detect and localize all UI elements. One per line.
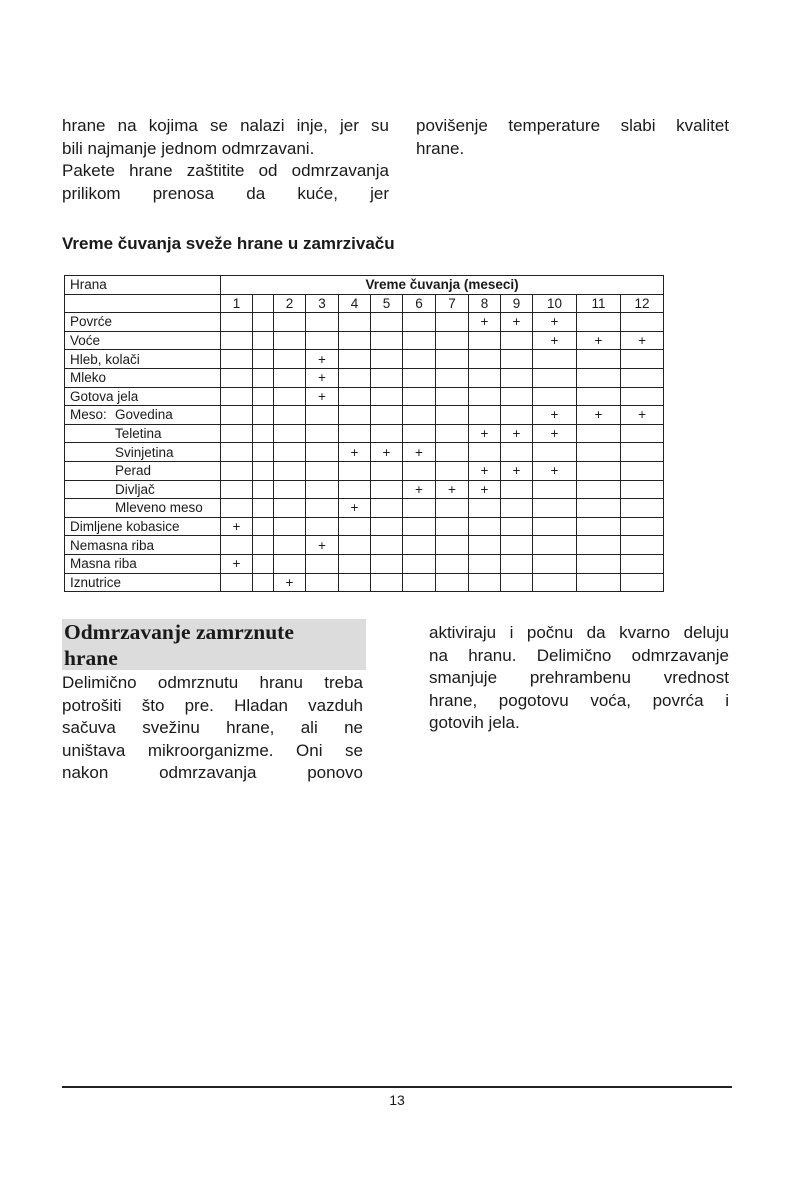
text-line: sačuva svežinu hrane, ali ne bbox=[62, 718, 363, 738]
month-cell bbox=[253, 368, 274, 387]
month-cell bbox=[306, 499, 339, 518]
month-cell bbox=[621, 554, 664, 573]
month-cell bbox=[577, 313, 621, 332]
month-cell bbox=[253, 573, 274, 592]
month-cell bbox=[436, 554, 469, 573]
month-cell bbox=[371, 350, 403, 369]
month-cell bbox=[221, 350, 253, 369]
food-name-cell bbox=[65, 461, 221, 480]
month-cell bbox=[339, 387, 371, 406]
month-cell bbox=[403, 517, 436, 536]
month-cell bbox=[403, 406, 436, 425]
month-cell bbox=[621, 424, 664, 443]
text-line: na hranu. Delimično odmrzavanje bbox=[429, 645, 729, 665]
month-cell bbox=[371, 387, 403, 406]
month-cell bbox=[403, 424, 436, 443]
month-cell bbox=[577, 554, 621, 573]
month-cell bbox=[621, 350, 664, 369]
food-name-cell bbox=[65, 517, 221, 536]
month-cell: + bbox=[403, 480, 436, 499]
month-header-cell: 8 bbox=[469, 294, 501, 313]
month-header-row bbox=[65, 294, 664, 313]
table-row bbox=[65, 499, 664, 518]
footer-divider bbox=[62, 1086, 732, 1088]
month-cell bbox=[501, 536, 533, 555]
month-cell bbox=[274, 350, 306, 369]
month-cell bbox=[577, 480, 621, 499]
month-cell: + bbox=[221, 517, 253, 536]
month-cell bbox=[403, 499, 436, 518]
month-cell: + bbox=[533, 424, 577, 443]
month-cell bbox=[339, 313, 371, 332]
month-cell bbox=[533, 499, 577, 518]
month-cell bbox=[253, 424, 274, 443]
food-category: Nemasna riba bbox=[70, 537, 155, 553]
month-cell bbox=[469, 443, 501, 462]
month-cell bbox=[577, 350, 621, 369]
food-category: Hleb, kolači bbox=[70, 351, 140, 367]
month-cell bbox=[221, 313, 253, 332]
month-cell: + bbox=[339, 443, 371, 462]
table-row bbox=[65, 443, 664, 462]
month-cell: + bbox=[533, 406, 577, 425]
month-cell bbox=[403, 536, 436, 555]
month-cell bbox=[621, 517, 664, 536]
food-name-cell bbox=[65, 406, 221, 425]
month-cell: + bbox=[533, 313, 577, 332]
month-cell bbox=[436, 443, 469, 462]
month-cell bbox=[621, 443, 664, 462]
month-cell bbox=[339, 331, 371, 350]
month-cell: + bbox=[339, 499, 371, 518]
month-cell: + bbox=[274, 573, 306, 592]
table-row bbox=[65, 350, 664, 369]
month-cell: + bbox=[469, 313, 501, 332]
month-cell bbox=[371, 368, 403, 387]
month-cell bbox=[253, 443, 274, 462]
month-cell: + bbox=[306, 368, 339, 387]
month-cell bbox=[501, 331, 533, 350]
thaw-paragraph-right bbox=[429, 622, 729, 735]
month-cell bbox=[253, 517, 274, 536]
text-line: povišenje temperature slabi kvalitet bbox=[416, 116, 729, 135]
month-cell bbox=[371, 424, 403, 443]
month-cell bbox=[306, 554, 339, 573]
month-cell bbox=[577, 424, 621, 443]
table-row bbox=[65, 517, 664, 536]
month-cell: + bbox=[469, 480, 501, 499]
food-name-cell bbox=[65, 368, 221, 387]
month-cell bbox=[253, 331, 274, 350]
table-row bbox=[65, 331, 664, 350]
month-cell: + bbox=[501, 461, 533, 480]
month-cell bbox=[306, 573, 339, 592]
month-cell bbox=[469, 368, 501, 387]
food-name-cell bbox=[65, 424, 221, 443]
food-category: Masna riba bbox=[70, 556, 137, 572]
food-category: Voće bbox=[70, 333, 101, 349]
month-cell bbox=[221, 443, 253, 462]
text-line: hrane, pogotovu voća, povrća i bbox=[429, 690, 729, 710]
food-name-cell bbox=[65, 387, 221, 406]
month-cell bbox=[274, 313, 306, 332]
month-cell bbox=[274, 461, 306, 480]
month-cell bbox=[274, 331, 306, 350]
month-cell bbox=[436, 313, 469, 332]
month-cell bbox=[501, 499, 533, 518]
month-cell: + bbox=[533, 461, 577, 480]
month-cell bbox=[533, 443, 577, 462]
month-cell bbox=[577, 573, 621, 592]
month-header-cell: 5 bbox=[371, 294, 403, 313]
month-cell bbox=[274, 424, 306, 443]
month-cell: + bbox=[371, 443, 403, 462]
section-heading-line: hrane bbox=[64, 645, 118, 670]
month-cell bbox=[339, 368, 371, 387]
month-cell bbox=[221, 480, 253, 499]
storage-time-table bbox=[64, 275, 664, 592]
month-cell bbox=[306, 406, 339, 425]
month-cell bbox=[306, 480, 339, 499]
table-row bbox=[65, 480, 664, 499]
month-cell bbox=[577, 499, 621, 518]
month-header-cell: 3 bbox=[306, 294, 339, 313]
food-name-cell bbox=[65, 499, 221, 518]
month-cell bbox=[339, 554, 371, 573]
food-category: Povrće bbox=[70, 314, 113, 330]
blank-cell bbox=[65, 294, 221, 313]
month-cell bbox=[533, 387, 577, 406]
month-cell bbox=[436, 331, 469, 350]
month-cell bbox=[577, 387, 621, 406]
month-cell bbox=[621, 573, 664, 592]
month-cell bbox=[253, 499, 274, 518]
month-cell: + bbox=[501, 313, 533, 332]
month-cell: + bbox=[306, 350, 339, 369]
month-cell bbox=[501, 368, 533, 387]
month-cell: + bbox=[533, 331, 577, 350]
month-cell bbox=[436, 387, 469, 406]
food-subtype: Govedina bbox=[115, 407, 173, 423]
text-line: aktiviraju i počnu da kvarno deluju bbox=[429, 623, 729, 642]
month-cell bbox=[577, 517, 621, 536]
table-row bbox=[65, 536, 664, 555]
month-cell bbox=[436, 350, 469, 369]
month-cell bbox=[274, 387, 306, 406]
month-header-cell: 9 bbox=[501, 294, 533, 313]
month-header-cell: 7 bbox=[436, 294, 469, 313]
month-cell bbox=[436, 461, 469, 480]
food-subtype: Divljač bbox=[115, 481, 155, 497]
month-cell bbox=[469, 554, 501, 573]
month-cell: + bbox=[469, 461, 501, 480]
month-cell: + bbox=[469, 424, 501, 443]
text-line: potrošiti što pre. Hladan vazduh bbox=[62, 695, 363, 715]
food-subtype: Svinjetina bbox=[115, 444, 174, 460]
month-cell bbox=[274, 554, 306, 573]
food-name-cell bbox=[65, 350, 221, 369]
table-row bbox=[65, 554, 664, 573]
month-cell bbox=[306, 331, 339, 350]
month-cell bbox=[577, 536, 621, 555]
text-line: hrane na kojima se nalazi inje, jer su bbox=[62, 116, 389, 135]
month-cell bbox=[253, 387, 274, 406]
month-cell bbox=[403, 387, 436, 406]
month-cell bbox=[371, 573, 403, 592]
month-cell bbox=[274, 499, 306, 518]
month-cell bbox=[436, 536, 469, 555]
table-row bbox=[65, 406, 664, 425]
food-subtype: Perad bbox=[115, 463, 152, 479]
month-cell: + bbox=[436, 480, 469, 499]
month-cell bbox=[339, 517, 371, 536]
month-cell bbox=[621, 313, 664, 332]
month-cell bbox=[501, 517, 533, 536]
month-cell bbox=[274, 517, 306, 536]
month-cell bbox=[403, 554, 436, 573]
month-header-cell: 4 bbox=[339, 294, 371, 313]
month-cell bbox=[274, 480, 306, 499]
month-cell bbox=[469, 331, 501, 350]
month-cell bbox=[221, 536, 253, 555]
month-cell bbox=[403, 331, 436, 350]
food-name-cell bbox=[65, 331, 221, 350]
food-category: Dimljene kobasice bbox=[70, 519, 180, 535]
month-cell bbox=[339, 406, 371, 425]
food-column-header: Hrana bbox=[65, 276, 221, 295]
month-cell bbox=[274, 406, 306, 425]
month-cell bbox=[274, 443, 306, 462]
month-cell bbox=[253, 406, 274, 425]
month-cell bbox=[221, 424, 253, 443]
month-cell bbox=[306, 461, 339, 480]
month-cell bbox=[533, 350, 577, 369]
table-row bbox=[65, 461, 664, 480]
month-cell bbox=[371, 461, 403, 480]
month-cell bbox=[436, 406, 469, 425]
month-cell bbox=[501, 443, 533, 462]
table-row bbox=[65, 368, 664, 387]
month-cell bbox=[469, 499, 501, 518]
month-cell bbox=[501, 406, 533, 425]
month-cell bbox=[621, 499, 664, 518]
month-cell bbox=[371, 331, 403, 350]
month-cell bbox=[469, 406, 501, 425]
month-cell bbox=[221, 461, 253, 480]
month-cell bbox=[339, 480, 371, 499]
month-cell bbox=[501, 387, 533, 406]
food-name-cell bbox=[65, 443, 221, 462]
month-header-cell: 10 bbox=[533, 294, 577, 313]
month-cell bbox=[533, 517, 577, 536]
month-cell bbox=[371, 406, 403, 425]
month-cell: + bbox=[306, 536, 339, 555]
month-cell bbox=[436, 517, 469, 536]
month-cell: + bbox=[577, 331, 621, 350]
month-cell bbox=[339, 424, 371, 443]
month-cell bbox=[371, 554, 403, 573]
month-cell bbox=[501, 480, 533, 499]
month-cell bbox=[533, 368, 577, 387]
month-cell bbox=[339, 573, 371, 592]
month-cell: + bbox=[621, 331, 664, 350]
food-name-cell bbox=[65, 313, 221, 332]
month-header-cell: 11 bbox=[577, 294, 621, 313]
month-cell bbox=[253, 554, 274, 573]
month-cell: + bbox=[403, 443, 436, 462]
month-cell bbox=[469, 350, 501, 369]
month-cell bbox=[371, 480, 403, 499]
month-cell bbox=[371, 313, 403, 332]
food-category: Meso: bbox=[70, 407, 107, 423]
month-cell bbox=[469, 517, 501, 536]
month-cell bbox=[403, 461, 436, 480]
month-cell bbox=[221, 573, 253, 592]
intro-paragraph-right bbox=[416, 115, 729, 160]
month-cell bbox=[533, 554, 577, 573]
month-cell bbox=[306, 424, 339, 443]
month-cell bbox=[533, 536, 577, 555]
month-cell bbox=[436, 499, 469, 518]
month-cell bbox=[221, 368, 253, 387]
month-cell bbox=[253, 313, 274, 332]
table-row bbox=[65, 424, 664, 443]
month-cell bbox=[306, 443, 339, 462]
food-category: Mleko bbox=[70, 370, 107, 386]
month-cell bbox=[253, 461, 274, 480]
month-cell bbox=[501, 350, 533, 369]
month-cell bbox=[577, 443, 621, 462]
storage-time-header: Vreme čuvanja (meseci) bbox=[221, 276, 664, 295]
text-line: hrane. bbox=[416, 138, 465, 158]
month-header-cell: 2 bbox=[274, 294, 306, 313]
month-cell bbox=[621, 387, 664, 406]
month-cell bbox=[221, 387, 253, 406]
month-cell bbox=[533, 573, 577, 592]
month-cell bbox=[621, 461, 664, 480]
table-row bbox=[65, 387, 664, 406]
month-cell bbox=[436, 573, 469, 592]
month-cell bbox=[403, 573, 436, 592]
month-cell bbox=[501, 573, 533, 592]
intro-paragraph-left bbox=[62, 115, 389, 205]
food-name-cell bbox=[65, 480, 221, 499]
food-category: Iznutrice bbox=[70, 574, 122, 590]
month-header-cell: 1 bbox=[221, 294, 253, 313]
text-line: uništava mikroorganizme. Oni se bbox=[62, 740, 363, 760]
month-cell bbox=[469, 536, 501, 555]
thaw-paragraph-left bbox=[62, 672, 363, 785]
section-heading-line: Odmrzavanje zamrznute bbox=[64, 620, 294, 644]
food-subtype: Mleveno meso bbox=[115, 500, 203, 516]
month-cell bbox=[306, 313, 339, 332]
text-line: prilikom prenosa da kuće, jer bbox=[62, 183, 389, 203]
month-cell bbox=[253, 536, 274, 555]
month-cell bbox=[371, 499, 403, 518]
month-cell bbox=[274, 368, 306, 387]
food-name-cell bbox=[65, 573, 221, 592]
month-cell: + bbox=[501, 424, 533, 443]
month-cell bbox=[339, 461, 371, 480]
month-cell bbox=[621, 368, 664, 387]
month-cell: + bbox=[621, 406, 664, 425]
month-cell bbox=[274, 536, 306, 555]
month-cell bbox=[403, 368, 436, 387]
month-cell bbox=[403, 350, 436, 369]
month-cell bbox=[221, 331, 253, 350]
month-cell: + bbox=[306, 387, 339, 406]
month-cell bbox=[339, 536, 371, 555]
table-row bbox=[65, 313, 664, 332]
section-heading bbox=[64, 620, 294, 671]
month-cell bbox=[533, 480, 577, 499]
month-cell bbox=[621, 480, 664, 499]
month-cell bbox=[436, 424, 469, 443]
food-name-cell bbox=[65, 536, 221, 555]
month-cell bbox=[253, 480, 274, 499]
month-header-cell: 6 bbox=[403, 294, 436, 313]
table-title: Vreme čuvanja sveže hrane u zamrzivaču bbox=[62, 234, 395, 253]
month-cell bbox=[436, 368, 469, 387]
month-cell bbox=[469, 387, 501, 406]
month-cell bbox=[221, 499, 253, 518]
month-cell bbox=[306, 517, 339, 536]
month-cell bbox=[339, 350, 371, 369]
month-header-cell: 12 bbox=[621, 294, 664, 313]
food-category: Gotova jela bbox=[70, 388, 139, 404]
table-row bbox=[65, 573, 664, 592]
text-line: smanjuje prehrambenu vrednost bbox=[429, 668, 729, 688]
month-cell bbox=[403, 313, 436, 332]
month-cell bbox=[371, 517, 403, 536]
food-name-cell bbox=[65, 554, 221, 573]
month-cell bbox=[469, 573, 501, 592]
page-number: 13 bbox=[389, 1092, 405, 1108]
month-cell bbox=[577, 461, 621, 480]
month-cell bbox=[501, 554, 533, 573]
month-header-cell bbox=[253, 294, 274, 313]
text-line: Pakete hrane zaštitite od odmrzavanja bbox=[62, 161, 389, 181]
month-cell: + bbox=[221, 554, 253, 573]
month-cell bbox=[371, 536, 403, 555]
text-line: Delimično odmrznutu hranu treba bbox=[62, 673, 363, 692]
text-line: bili najmanje jednom odmrzavani. bbox=[62, 138, 315, 158]
text-line: gotovih jela. bbox=[429, 713, 520, 733]
month-cell bbox=[221, 406, 253, 425]
text-line: nakon odmrzavanja ponovo bbox=[62, 763, 363, 783]
month-cell bbox=[621, 536, 664, 555]
month-cell: + bbox=[577, 406, 621, 425]
food-subtype: Teletina bbox=[115, 426, 162, 442]
month-cell bbox=[253, 350, 274, 369]
month-cell bbox=[577, 368, 621, 387]
